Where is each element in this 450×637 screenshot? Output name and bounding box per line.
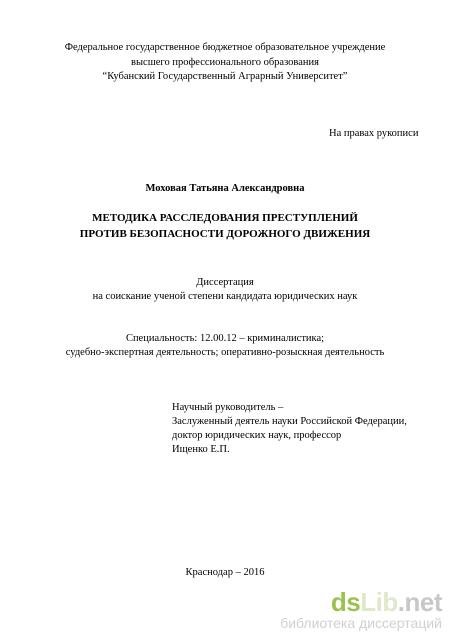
watermark-lib: Lib xyxy=(360,587,398,617)
dissertation-title-line-2: ПРОТИВ БЕЗОПАСНОСТИ ДОРОЖНОГО ДВИЖЕНИЯ xyxy=(79,228,371,240)
dslib-watermark xyxy=(280,589,442,631)
supervisor-line-3: доктор юридических наук, профессор xyxy=(172,430,342,441)
supervisor-line-4: Ищенко Е.П. xyxy=(172,444,230,455)
degree-line-2: на соискание ученой степени кандидата юридических наук xyxy=(92,291,358,302)
city-year: Краснодар – 2016 xyxy=(185,567,265,578)
watermark-net: .net xyxy=(397,587,442,617)
author-name: Моховая Татьяна Александровна xyxy=(145,183,305,194)
institution-line-3: “Кубанский Государственный Аграрный Университет” xyxy=(102,71,348,82)
dissertation-title-line-1: МЕТОДИКА РАССЛЕДОВАНИЯ ПРЕСТУПЛЕНИЙ xyxy=(92,212,358,224)
manuscript-rights: На правах рукописи xyxy=(329,128,419,139)
institution-line-1: Федеральное государственное бюджетное образовательное учреждение xyxy=(64,42,386,53)
watermark-ds: ds xyxy=(330,587,361,617)
institution-line-2: высшего профессионального образования xyxy=(131,57,319,68)
degree-line-1: Диссертация xyxy=(196,277,254,288)
supervisor-line-1: Научный руководитель – xyxy=(172,402,284,413)
dslib-logo xyxy=(280,589,442,615)
specialty-line-1: Специальность: 12.00.12 – криминалистика; xyxy=(125,333,325,344)
watermark-subtitle: библиотека диссертаций xyxy=(280,615,442,631)
specialty-line-2: судебно-экспертная деятельность; оперативно-розыскная деятельность xyxy=(65,347,385,358)
supervisor-line-2: Заслуженный деятель науки Российской Федерации, xyxy=(172,416,407,427)
